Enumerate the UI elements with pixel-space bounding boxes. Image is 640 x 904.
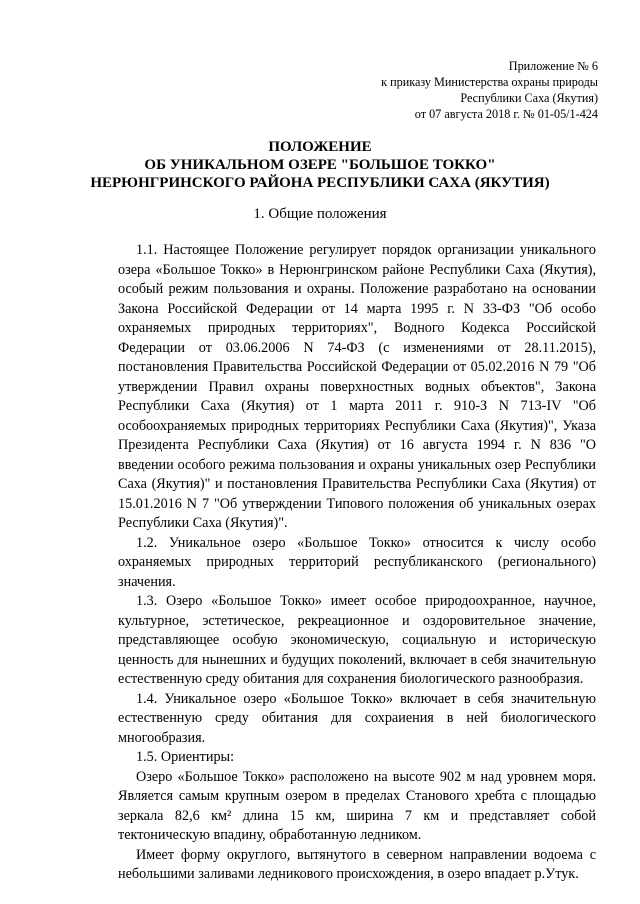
- paragraph: 1.3. Озеро «Большое Токко» имеет особое природоохранное, научное, культурное, эстетическое, рекреационное и оздоровительное значение, представляющее особую экономическую, социальную и историческую ценность для нынешних и будущих поколений, включает в себя значительную естественную среду обитания для сохранения биологического разнообразия.: [118, 593, 596, 687]
- title-line: ПОЛОЖЕНИЕ: [268, 139, 372, 155]
- paragraph: Озеро «Большое Токко» расположено на высоте 902 м над уровнем моря. Является самым крупным озером в пределах Станового хребта с площадью зеркала 82,6 км² длина 15 км, ширина 7 км и представляет собой тектоническую впадину, обработанную ледником.: [118, 768, 596, 843]
- paragraph: 1.5. Ориентиры:: [136, 749, 235, 765]
- appendix-line: Республики Саха (Якутия): [460, 91, 598, 105]
- section-heading: 1. Общие положения: [253, 206, 387, 222]
- title-line: ОБ УНИКАЛЬНОМ ОЗЕРЕ "БОЛЬШОЕ ТОККО": [144, 157, 496, 173]
- appendix-line: к приказу Министерства охраны природы: [381, 75, 598, 89]
- paragraph: 1.4. Уникальное озеро «Большое Токко» включает в себя значительную естественную среду обитания для сохраиения в ней биологического многообразия.: [118, 690, 596, 746]
- title-line: НЕРЮНГРИНСКОГО РАЙОНА РЕСПУБЛИКИ САХА (ЯКУТИЯ): [90, 175, 550, 191]
- appendix-line: от 07 августа 2018 г. № 01-05/1-424: [414, 107, 598, 121]
- paragraph: 1.2. Уникальное озеро «Большое Токко» относится к числу особо охраняемых природных территорий республиканского (регионального) значения.: [118, 534, 596, 590]
- appendix-header: [381, 58, 598, 122]
- document-title: [0, 138, 640, 192]
- paragraph: 1.1. Настоящее Положение регулирует порядок организации уникального озера «Большое Токко» в Нерюнгринском районе Республики Саха (Якутия), особый режим пользования и охраны. Положение разработано на основании Закона Российской Федерации от 14 марта 1995 г. N 33-ФЗ "Об особо охраняемых природных территориях", Водного Кодекса Российской Федерации от 03.06.2006 N 74-ФЗ (с изменениями от 28.11.2015), постановления Правительства Российской Федерации от 05.02.2016 N 79 "Об утверждении Правил охраны поверхностных водных объектов", Закона Республики Саха (Якутия) от 1 марта 2011 г. 910-З N 713-IV "Об особоохраняемых природных территориях Республики Саха (Якутия)", Указа Президента Республики Саха (Якутия) от 16 августа 1994 г. N 836 "О введении особого режима пользования и охраны уникальных озер Республики Саха (Якутия)" и постановления Правительства Республики Саха (Якутия) от 15.01.2016 N 7 "Об утверждении Типового положения об уникальных озерах Республики Саха (Якутия)".: [118, 242, 596, 531]
- appendix-line: Приложение № 6: [508, 59, 598, 73]
- paragraph: Имеет форму округлого, вытянутого в северном направлении водоема с небольшими заливами ледникового происхождения, в озеро впадает р.Утук.: [118, 846, 596, 882]
- document-body: [118, 241, 596, 885]
